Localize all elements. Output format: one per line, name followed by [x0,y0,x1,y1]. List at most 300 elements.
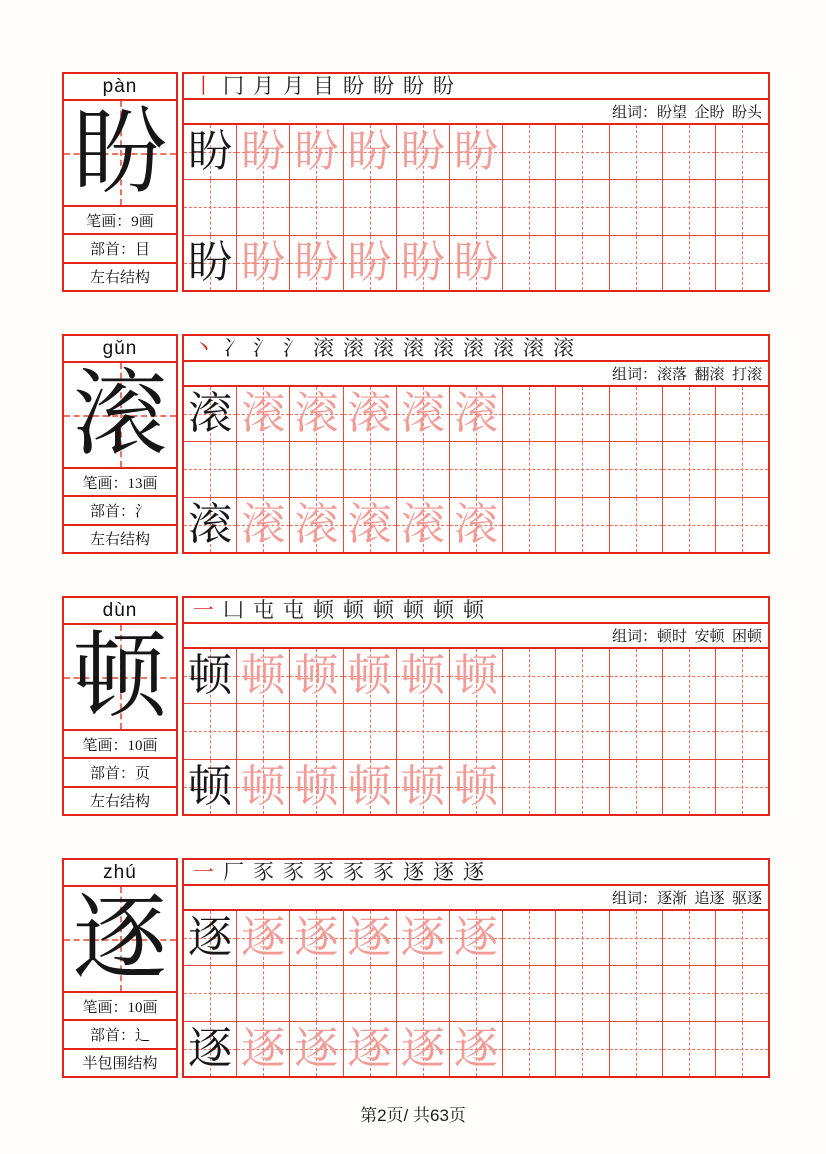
grid-cell [397,180,450,234]
trace-character: 逐 [294,1023,339,1073]
trace-character: 逐 [400,913,445,963]
grid-row [184,966,768,1021]
structure-cell [64,264,176,290]
grid-cell [397,236,450,290]
structure-text: 左右结构 [89,794,150,811]
words-row [184,886,768,911]
stroke-step: 目 [313,73,334,98]
trace-character: 顿 [347,761,392,811]
trace-character: 逐 [400,1023,445,1073]
pinyin-text: zhú [103,861,137,883]
main-character-cell [64,101,176,207]
grid-cell [503,1022,556,1076]
stroke-step: 氵 [253,335,274,360]
stroke-step: 丨 [193,73,214,98]
pinyin-cell [64,860,176,887]
grid-cell [663,966,716,1020]
pinyin-cell [64,598,176,625]
grid-cell [237,966,290,1020]
words-text: 组词：盼望 企盼 盼头 [611,105,762,121]
trace-character: 逐 [347,1023,392,1073]
grid-cell [344,1022,397,1076]
grid-cell [556,911,609,965]
stroke-step: 豕 [283,859,304,884]
grid-cell [237,649,290,703]
grid-row [184,236,768,290]
grid-cell [716,125,768,179]
trace-character: 滚 [294,389,339,439]
grid-cell [237,236,290,290]
grid-cell [716,1022,768,1076]
stroke-count-cell [64,993,176,1021]
grid-cell [450,911,503,965]
grid-cell [716,911,768,965]
trace-character: 盼 [347,237,392,287]
trace-character: 顿 [294,651,339,701]
grid-cell [503,125,556,179]
grid-cell [450,760,503,814]
grid-cell [290,236,343,290]
grid-cell [450,1022,503,1076]
stroke-step: 顿 [433,597,454,622]
grid-cell [556,442,609,496]
trace-character: 顿 [454,651,499,701]
grid-cell [344,180,397,234]
grid-cell [663,125,716,179]
stroke-count-cell [64,469,176,497]
page-number: 第2页/ 共63页 [360,1106,466,1125]
character-practice-block [62,596,770,816]
practice-grid [184,911,768,1076]
grid-cell [450,125,503,179]
practice-area [182,334,770,554]
grid-cell [503,498,556,552]
grid-cell [556,387,609,441]
grid-cell [397,704,450,758]
grid-cell [290,387,343,441]
stroke-step: 豕 [373,859,394,884]
grid-cell [237,704,290,758]
grid-cell [503,911,556,965]
grid-cell [237,911,290,965]
stroke-step: 厂 [223,859,244,884]
grid-cell [503,649,556,703]
grid-cell [397,387,450,441]
grid-row [184,387,768,442]
character-practice-block [62,72,770,292]
stroke-order-row [184,598,768,624]
words-row [184,362,768,387]
grid-cell [237,498,290,552]
model-character: 盼 [188,237,233,287]
grid-cell [716,704,768,758]
grid-cell [556,180,609,234]
structure-cell [64,1050,176,1076]
grid-cell [556,966,609,1020]
trace-character: 盼 [241,127,286,177]
structure-cell [64,526,176,552]
grid-cell [237,180,290,234]
stroke-count-cell [64,207,176,235]
grid-cell [184,442,237,496]
main-character: 顿 [72,625,167,729]
grid-row [184,125,768,180]
trace-character: 顿 [241,651,286,701]
grid-cell [237,125,290,179]
pinyin-text: dùn [102,599,138,621]
grid-cell [556,125,609,179]
grid-cell [290,649,343,703]
trace-character: 逐 [294,913,339,963]
stroke-step: 屯 [283,597,304,622]
radical-text: 部首：目 [89,241,150,258]
radical-cell [64,497,176,525]
grid-cell [344,704,397,758]
radical-text: 部首：氵 [89,503,150,520]
grid-cell [716,442,768,496]
grid-cell [344,966,397,1020]
trace-character: 逐 [454,913,499,963]
grid-cell [450,704,503,758]
stroke-step: 顿 [403,597,424,622]
trace-character: 盼 [400,127,445,177]
stroke-step: 盼 [343,73,364,98]
trace-character: 盼 [294,127,339,177]
stroke-step: 逐 [403,859,424,884]
model-character: 滚 [188,499,233,549]
grid-cell [556,704,609,758]
grid-cell [716,498,768,552]
trace-character: 滚 [454,389,499,439]
grid-cell [610,966,663,1020]
radical-cell [64,1021,176,1049]
practice-area [182,596,770,816]
structure-text: 半包围结构 [82,1056,158,1073]
grid-cell [610,387,663,441]
grid-cell [663,911,716,965]
stroke-count-text: 笔画：10画 [82,999,158,1016]
trace-character: 顿 [347,651,392,701]
grid-cell [344,760,397,814]
grid-cell [290,125,343,179]
grid-cell [237,387,290,441]
grid-cell [450,387,503,441]
stroke-step: 顿 [373,597,394,622]
grid-cell [610,911,663,965]
radical-cell [64,235,176,263]
trace-character: 逐 [347,913,392,963]
grid-cell [663,649,716,703]
grid-cell [503,180,556,234]
grid-cell [397,1022,450,1076]
model-character: 逐 [188,913,233,963]
grid-cell [397,125,450,179]
grid-row [184,180,768,235]
main-character-cell [64,887,176,993]
structure-text: 左右结构 [89,532,150,549]
grid-cell [556,498,609,552]
grid-cell [290,704,343,758]
grid-cell [344,498,397,552]
stroke-order-row [184,74,768,100]
stroke-step: 一 [193,859,214,884]
grid-cell [503,387,556,441]
grid-row [184,498,768,552]
pinyin-text: pàn [102,75,138,97]
grid-cell [450,649,503,703]
grid-cell [716,236,768,290]
practice-grid [184,387,768,552]
practice-grid [184,649,768,814]
trace-character: 逐 [454,1023,499,1073]
structure-text: 左右结构 [89,270,150,287]
grid-cell [397,498,450,552]
stroke-count-text: 笔画：10画 [82,737,158,754]
stroke-step: 顿 [313,597,334,622]
trace-character: 滚 [241,499,286,549]
grid-cell [344,236,397,290]
grid-cell [344,387,397,441]
grid-cell [503,442,556,496]
grid-cell [503,760,556,814]
main-character: 滚 [72,363,167,467]
stroke-step: 丶 [193,335,214,360]
grid-cell [610,1022,663,1076]
grid-row [184,760,768,814]
grid-cell [397,911,450,965]
character-info-column [62,858,178,1078]
grid-cell [184,125,237,179]
practice-area [182,72,770,292]
grid-cell [610,760,663,814]
stroke-step: 盼 [433,73,454,98]
grid-cell [503,704,556,758]
grid-cell [184,1022,237,1076]
grid-cell [290,1022,343,1076]
grid-cell [184,760,237,814]
grid-cell [184,236,237,290]
trace-character: 顿 [454,761,499,811]
grid-cell [610,236,663,290]
trace-character: 盼 [400,237,445,287]
trace-character: 逐 [241,1023,286,1073]
main-character-cell [64,625,176,731]
character-info-column [62,596,178,816]
stroke-step: 滚 [463,335,484,360]
stroke-step: 豕 [313,859,334,884]
grid-cell [397,966,450,1020]
stroke-step: 逐 [433,859,454,884]
grid-cell [290,911,343,965]
grid-cell [716,180,768,234]
grid-cell [290,442,343,496]
grid-cell [450,180,503,234]
words-text: 组词：滚落 翻滚 打滚 [611,367,762,383]
grid-cell [450,498,503,552]
stroke-step: 冂 [223,73,244,98]
stroke-step: 月 [283,73,304,98]
stroke-step: 顿 [463,597,484,622]
trace-character: 顿 [400,761,445,811]
practice-grid [184,125,768,290]
stroke-count-text: 笔画：13画 [82,475,158,492]
grid-cell [290,498,343,552]
trace-character: 逐 [241,913,286,963]
stroke-step: 滚 [523,335,544,360]
grid-row [184,1022,768,1076]
stroke-step: 月 [253,73,274,98]
stroke-step: 氵 [283,335,304,360]
grid-cell [663,180,716,234]
grid-cell [397,649,450,703]
grid-cell [503,236,556,290]
grid-cell [344,649,397,703]
grid-cell [610,125,663,179]
grid-cell [716,387,768,441]
model-character: 顿 [188,651,233,701]
words-row [184,100,768,125]
trace-character: 滚 [241,389,286,439]
trace-character: 滚 [347,389,392,439]
trace-character: 顿 [241,761,286,811]
grid-cell [397,760,450,814]
grid-cell [663,498,716,552]
trace-character: 滚 [400,499,445,549]
stroke-step: 滚 [373,335,394,360]
grid-cell [610,498,663,552]
model-character: 顿 [188,761,233,811]
character-info-column [62,334,178,554]
stroke-step: 一 [193,597,214,622]
character-info-column [62,72,178,292]
grid-cell [556,236,609,290]
grid-cell [184,498,237,552]
grid-cell [184,387,237,441]
grid-cell [716,649,768,703]
structure-cell [64,788,176,814]
stroke-step: 豕 [253,859,274,884]
pinyin-text: gǔn [102,337,138,359]
grid-cell [344,911,397,965]
grid-cell [556,649,609,703]
grid-cell [610,442,663,496]
trace-character: 滚 [347,499,392,549]
grid-cell [290,760,343,814]
grid-cell [290,966,343,1020]
grid-cell [556,760,609,814]
grid-cell [237,442,290,496]
trace-character: 盼 [241,237,286,287]
grid-cell [503,966,556,1020]
grid-cell [184,649,237,703]
grid-cell [450,236,503,290]
grid-cell [184,704,237,758]
trace-character: 盼 [294,237,339,287]
radical-text: 部首：页 [89,765,150,782]
stroke-step: 滚 [433,335,454,360]
model-character: 盼 [188,127,233,177]
grid-cell [610,649,663,703]
trace-character: 滚 [400,389,445,439]
grid-cell [450,442,503,496]
main-character: 盼 [72,101,167,205]
main-character: 逐 [72,887,167,991]
practice-area [182,858,770,1078]
stroke-step: 盼 [373,73,394,98]
stroke-order-row [184,860,768,886]
stroke-step: 逐 [463,859,484,884]
grid-cell [663,442,716,496]
trace-character: 滚 [454,499,499,549]
radical-text: 部首：辶 [89,1027,150,1044]
grid-cell [237,760,290,814]
character-practice-block [62,858,770,1078]
grid-cell [556,1022,609,1076]
grid-cell [716,760,768,814]
words-row [184,624,768,649]
trace-character: 盼 [347,127,392,177]
stroke-step: 滚 [403,335,424,360]
trace-character: 盼 [454,127,499,177]
grid-row [184,911,768,966]
words-text: 组词：逐渐 追逐 驱逐 [611,891,762,907]
grid-cell [663,236,716,290]
stroke-step: 滚 [313,335,334,360]
stroke-step: 滚 [553,335,574,360]
stroke-step: 凵 [223,597,244,622]
grid-cell [663,1022,716,1076]
grid-row [184,442,768,497]
words-text: 组词：顿时 安顿 困顿 [611,629,762,645]
grid-cell [397,442,450,496]
stroke-order-row [184,336,768,362]
grid-cell [184,966,237,1020]
grid-cell [184,911,237,965]
grid-cell [344,125,397,179]
grid-cell [184,180,237,234]
stroke-step: 滚 [343,335,364,360]
stroke-step: 屯 [253,597,274,622]
grid-cell [344,442,397,496]
grid-row [184,704,768,759]
grid-cell [450,966,503,1020]
model-character: 逐 [188,1023,233,1073]
model-character: 滚 [188,389,233,439]
stroke-count-text: 笔画：9画 [86,213,154,230]
grid-cell [663,760,716,814]
grid-cell [663,704,716,758]
grid-cell [663,387,716,441]
trace-character: 滚 [294,499,339,549]
stroke-step: 盼 [403,73,424,98]
grid-cell [610,704,663,758]
trace-character: 顿 [294,761,339,811]
radical-cell [64,759,176,787]
stroke-step: 豕 [343,859,364,884]
trace-character: 盼 [454,237,499,287]
stroke-step: 滚 [493,335,514,360]
trace-character: 顿 [400,651,445,701]
grid-row [184,649,768,704]
main-character-cell [64,363,176,469]
pinyin-cell [64,336,176,363]
grid-cell [237,1022,290,1076]
grid-cell [610,180,663,234]
character-practice-block [62,334,770,554]
stroke-count-cell [64,731,176,759]
grid-cell [716,966,768,1020]
stroke-step: 冫 [223,335,244,360]
